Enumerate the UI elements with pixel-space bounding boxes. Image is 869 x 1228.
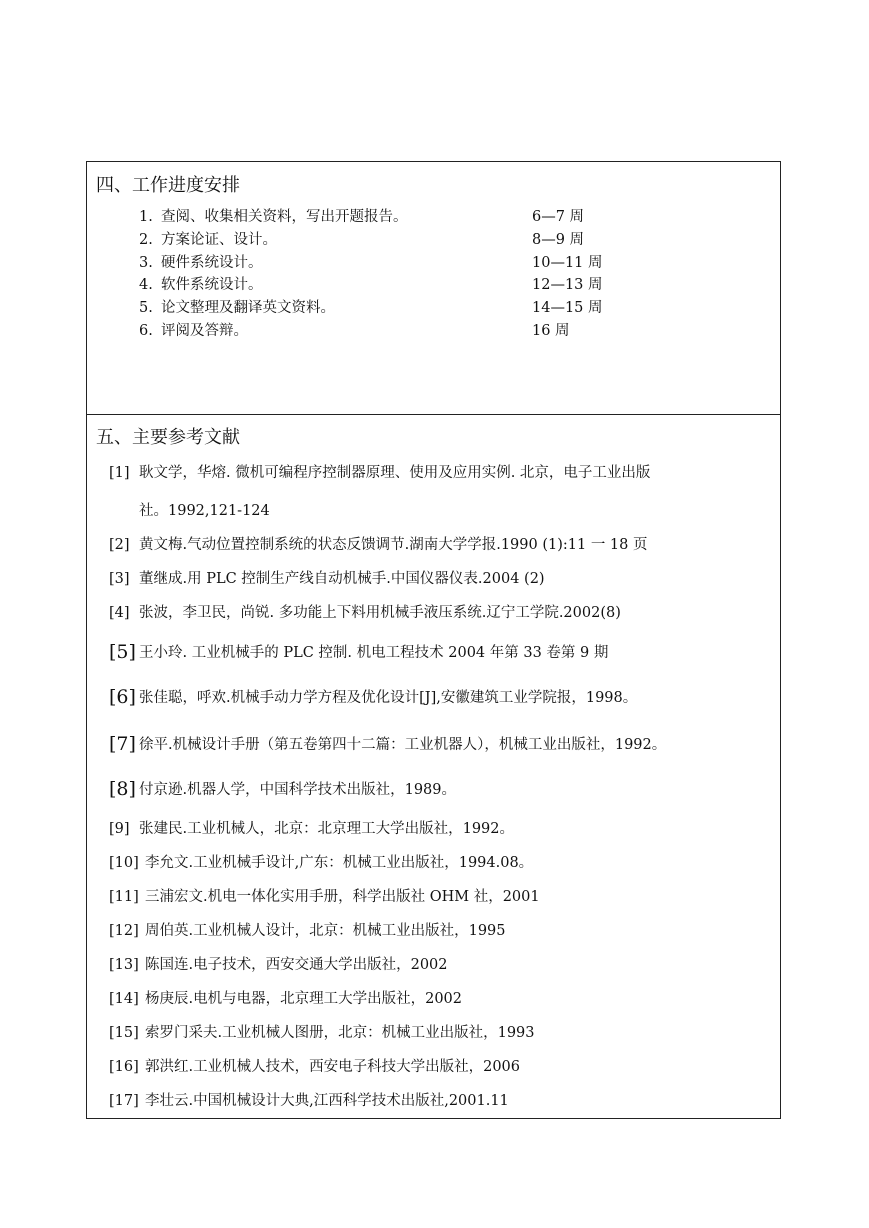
- reference-number: [6]: [109, 686, 136, 708]
- schedule-item-weeks: 12—13 周: [532, 277, 603, 294]
- reference-text: 张建民.工业机械人，北京：北京理工大学出版社，1992。: [139, 821, 515, 837]
- schedule-item-weeks: 16 周: [532, 322, 570, 339]
- schedule-item-weeks: 14—15 周: [532, 300, 603, 317]
- schedule-item-task: 论文整理及翻译英文资料。: [161, 300, 335, 317]
- schedule-item-task: 软件系统设计。: [161, 277, 263, 294]
- schedule-item-task: 评阅及答辩。: [161, 322, 248, 339]
- reference-number: [4]: [109, 605, 130, 621]
- reference-text: 李壮云.中国机械设计大典,江西科学技术出版社,2001.11: [145, 1093, 509, 1109]
- schedule-item-number: 1.: [139, 209, 153, 225]
- reference-text: 王小玲. 工业机械手的 PLC 控制. 机电工程技术 2004 年第 33 卷第 9 期: [139, 645, 609, 661]
- reference-text: 付京逊.机器人学，中国科学技术出版社，1989。: [139, 782, 457, 798]
- reference-number: [15]: [109, 1025, 139, 1041]
- reference-text: 杨庚辰.电机与电器，北京理工大学出版社，2002: [145, 991, 463, 1007]
- schedule-item-task: 硬件系统设计。: [161, 254, 263, 271]
- reference-number: [3]: [109, 571, 130, 587]
- schedule-item: [87, 297, 780, 320]
- reference-text: 索罗门采夫.工业机械人图册，北京：机械工业出版社，1993: [145, 1025, 535, 1041]
- reference-text: 张佳聪，呼欢.机械手动力学方程及优化设计[J],安徽建筑工业学院报，1998。: [139, 690, 638, 706]
- schedule-item-number: 6.: [139, 322, 153, 339]
- reference-number: [10]: [109, 855, 139, 871]
- schedule-item-weeks: 8—9 周: [532, 231, 585, 248]
- reference-text: 黄文梅.气动位置控制系统的状态反馈调节.湖南大学学报.1990 (1):11 一 18 页: [139, 537, 648, 553]
- reference-text: 张波，李卫民，尚锐. 多功能上下料用机械手液压系统.辽宁工学院.2002(8): [139, 605, 621, 621]
- reference-text: 耿文学，华熔. 微机可编程序控制器原理、使用及应用实例. 北京，电子工业出版: [139, 465, 651, 481]
- schedule-item-number: 3.: [139, 254, 153, 271]
- reference-text: 周伯英.工业机械人设计，北京：机械工业出版社，1995: [145, 923, 506, 939]
- reference-number: [1]: [109, 465, 130, 481]
- schedule-item: [87, 274, 780, 297]
- reference-text-continued: 社。1992,121-124: [139, 503, 270, 519]
- reference-text: 李允文.工业机械手设计,广东：机械工业出版社，1994.08。: [145, 855, 534, 871]
- reference-number: [9]: [109, 821, 130, 837]
- schedule-list: [87, 206, 780, 343]
- reference-number: [14]: [109, 991, 139, 1007]
- reference-number: [13]: [109, 957, 139, 973]
- reference-number: [17]: [109, 1093, 139, 1109]
- schedule-item-number: 2.: [139, 231, 153, 248]
- document-table: [86, 161, 781, 1119]
- reference-text: 董继成.用 PLC 控制生产线自动机械手.中国仪器仪表.2004 (2): [139, 571, 545, 587]
- schedule-item-task: 方案论证、设计。: [161, 231, 277, 248]
- schedule-item-weeks: 6—7 周: [532, 209, 585, 225]
- reference-number: [16]: [109, 1059, 139, 1075]
- schedule-item: [87, 206, 780, 229]
- reference-number: [11]: [109, 889, 139, 905]
- schedule-item: [87, 252, 780, 275]
- section-divider: [87, 414, 780, 415]
- reference-text: 陈国连.电子技术，西安交通大学出版社，2002: [145, 957, 448, 973]
- schedule-item-weeks: 10—11 周: [532, 254, 603, 271]
- section-4-title: 四、工作进度安排: [96, 175, 240, 196]
- reference-text: 徐平.机械设计手册（第五卷第四十二篇：工业机器人），机械工业出版社，1992。: [139, 737, 667, 753]
- section-5-title: 五、主要参考文献: [96, 427, 240, 448]
- schedule-item-task: 查阅、收集相关资料，写出开题报告。: [161, 209, 408, 225]
- schedule-item-number: 4.: [139, 277, 153, 294]
- reference-text: 郭洪红.工业机械人技术，西安电子科技大学出版社，2006: [145, 1059, 521, 1075]
- reference-number: [7]: [109, 733, 136, 755]
- reference-number: [12]: [109, 923, 139, 939]
- reference-number: [8]: [109, 778, 136, 800]
- schedule-item: [87, 229, 780, 252]
- reference-number: [2]: [109, 537, 130, 553]
- reference-text: 三浦宏文.机电一体化实用手册，科学出版社 OHM 社，2001: [145, 889, 540, 905]
- schedule-item-number: 5.: [139, 300, 153, 317]
- reference-number: [5]: [109, 641, 136, 663]
- schedule-item: [87, 320, 780, 343]
